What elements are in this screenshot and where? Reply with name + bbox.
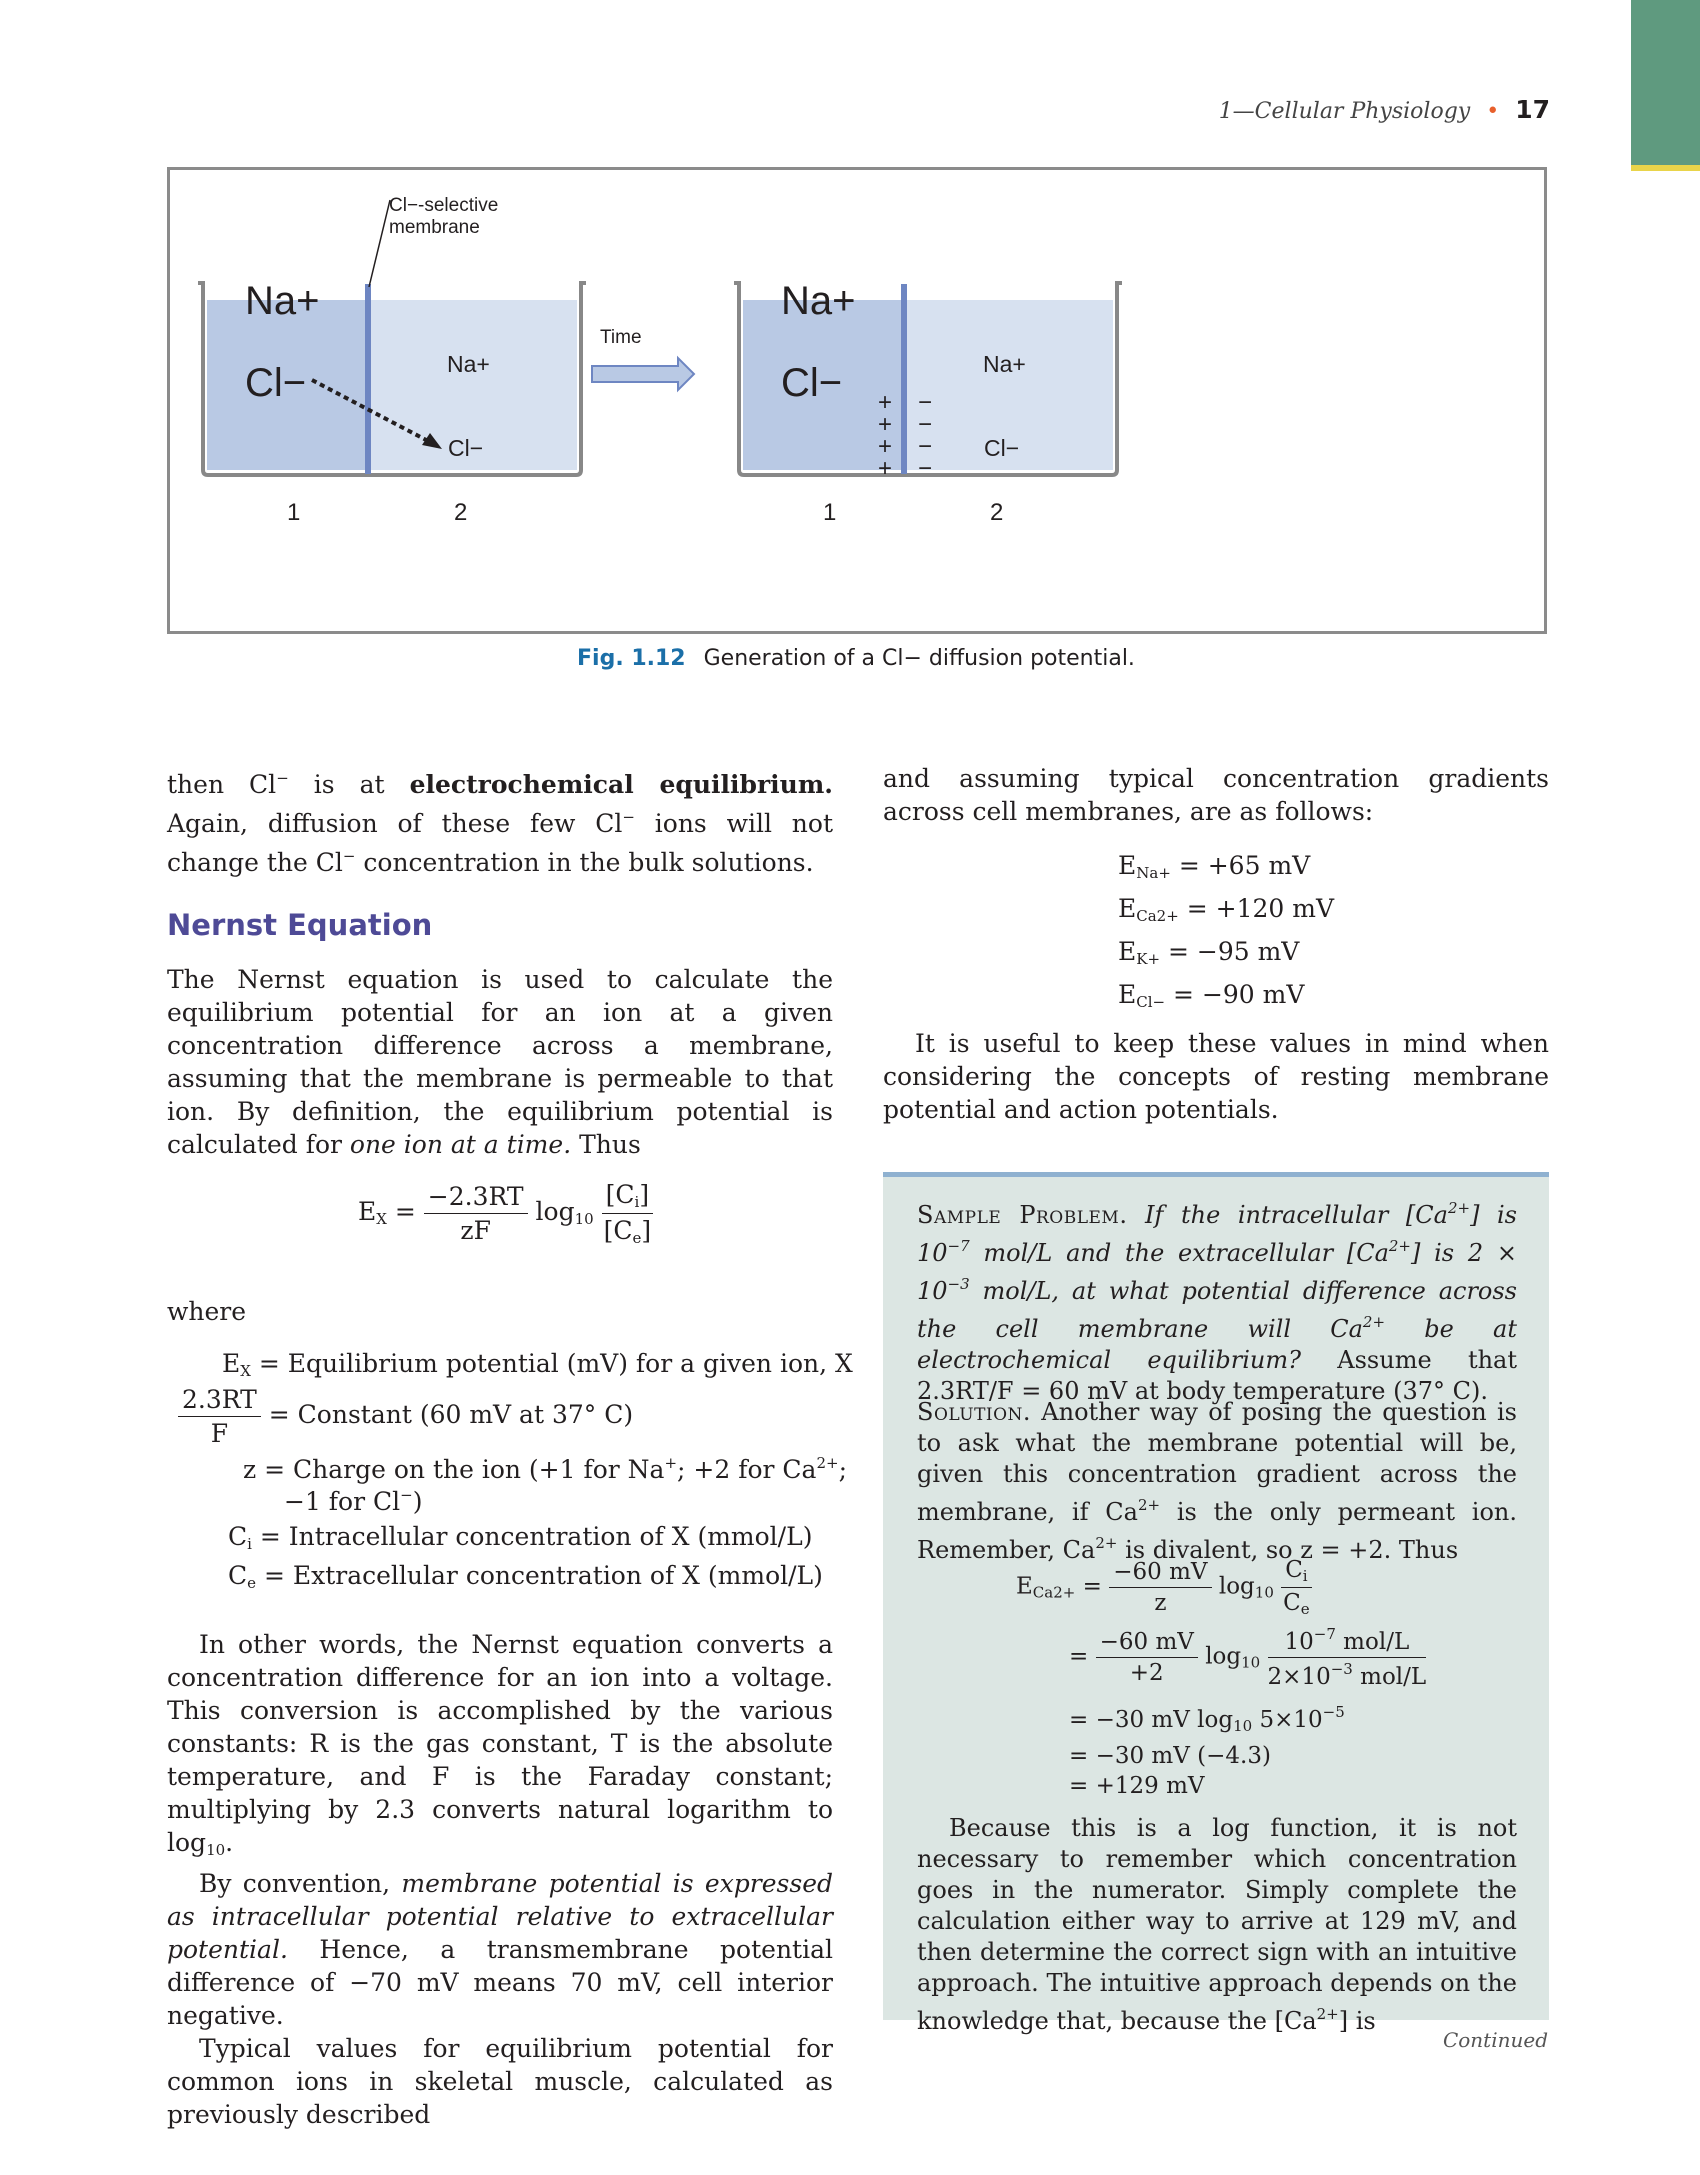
solution-eq-2: = $\frac{-60 mV}{+2}$ $\log_{10}$ $\frac{10^{-7} mol/L}{2\times 10^{-3} mol/L}$ <box>1069 1625 1427 1690</box>
right-na-small: Na+ <box>983 351 1026 377</box>
membrane-pointer-line <box>369 200 390 287</box>
definition-constant: $\frac{2.3RT}{F}$ = Constant (60 mV at 37° C) <box>178 1385 633 1448</box>
minus-charge-2: − <box>918 411 933 438</box>
left-membrane <box>365 284 371 474</box>
plus-charge-2: + <box>878 411 893 438</box>
left-label-2: 2 <box>454 499 468 526</box>
solution-eq-rest <box>1069 1697 1345 1801</box>
solution-eq-3: = −30 mV $\log_{10} 5\times 10^{-5}$ <box>1069 1703 1345 1735</box>
left-para-3: In other words, the Nernst equation converts a concentration difference for an ion into a voltage. This conversion is accomplished by the various constants: R is the gas constant, T is the absolute temperature, and F is the Faraday constant; multiplying by 2.3 converts natural logarithm to $\log_{10}$. By convention, membrane potential is expressed as intracellular potential relative to extracellular potential. Hence, a transmembrane potential difference of −70 mV means 70 mV, cell interior negative. Typical values for equilibrium potential for common ions in skeletal muscle, calculated as previously described <box>167 1630 834 2129</box>
left-na-small: Na+ <box>447 351 490 377</box>
sample-problem: Sample Problem. If the intracellular $[Ca^{2+}]$ is $10^{-7}$ mol/L and the extracellular $[Ca^{2+}]$ is $2 \times 10^{-3}$ mol/L, at what potential difference across the cell membrane will $Ca^{2+}$ be at electrochemical equilibrium? Assume that 2.3RT/F = 60 mV at body temperature (37° C). <box>917 1199 1518 1405</box>
solution-eq-4: = −30 mV (−4.3) <box>1069 1743 1271 1769</box>
right-para-2: It is useful to keep these values in mind when considering the concepts of resting membrane potential and action potentials. <box>883 1029 1549 1124</box>
nernst-equation: $E_X$ = $\frac{-2.3RT}{zF}$ $\log_{10}$ $\frac{[C_i]}{[C_e]}$ <box>358 1180 652 1247</box>
sample-solution: Solution. Another way of posing the question is to ask what the membrane potential will be, given this concentration gradient across the membrane, if $Ca^{2+}$ is the only permeant ion. Remember, $Ca^{2+}$ is divalent, so z = +2. Thus <box>917 1398 1518 1564</box>
bullet-separator: • <box>1486 99 1500 124</box>
running-head <box>1219 95 1550 124</box>
chapter-tab-accent <box>1631 165 1700 171</box>
section-heading: Nernst Equation <box>167 908 433 942</box>
definition-ex: $E_X$ = Equilibrium potential (mV) for a given ion, X <box>222 1349 853 1380</box>
value-k: $E_{K+} = -95$ mV <box>1118 937 1300 968</box>
value-na: $E_{Na+} = +65$ mV <box>1118 851 1311 882</box>
value-ca: $E_{Ca2+} = +120$ mV <box>1118 894 1335 925</box>
solution-eq-5: = +129 mV <box>1069 1773 1205 1799</box>
right-na-big: Na+ <box>781 279 856 323</box>
where-label: where <box>167 1297 247 1326</box>
caption-number: Fig. 1.12 <box>577 646 686 671</box>
definition-z-line2: −1 for Cl−) <box>284 1486 423 1516</box>
minus-charge-1: − <box>918 389 933 416</box>
left-label-1: 1 <box>287 499 301 526</box>
left-cl-big: Cl− <box>245 361 307 405</box>
caption-text: Generation of a Cl− diffusion potential. <box>703 646 1135 671</box>
right-membrane <box>901 284 907 474</box>
right-cl-small: Cl− <box>984 435 1020 461</box>
membrane-label-line1: Cl−-selective <box>389 195 499 216</box>
definition-ce: $C_e$ = Extracellular concentration of X (mmol/L) <box>228 1561 823 1592</box>
left-para-2: The Nernst equation is used to calculate the equilibrium potential for an ion at a given concentration difference across a membrane, assuming that the membrane is permeable to that ion. By definition, the equilibrium potential is calculated for one ion at a time. Thus <box>167 965 833 1159</box>
minus-charge-4: − <box>918 455 933 482</box>
right-cl-big: Cl− <box>781 361 843 405</box>
chapter-tab <box>1631 0 1700 165</box>
sample-final-para: Because this is a log function, it is not necessary to remember which concentration goes in the numerator. Simply complete the calculation either way to arrive at 129 mV, and then determine the correct sign with an intuitive approach. The intuitive approach depends on the knowledge that, because the $[Ca^{2+}]$ is <box>917 1814 1517 2035</box>
chapter-title: 1—Cellular Physiology <box>1218 99 1471 124</box>
right-para-1: and assuming typical concentration gradients across cell membranes, are as follows: <box>883 764 1549 826</box>
left-cl-small: Cl− <box>448 435 484 461</box>
left-para-1: then Cl− is at electrochemical equilibrium. Again, diffusion of these few Cl− ions will not change the Cl− concentration in the bulk solutions. <box>167 769 833 877</box>
definition-ci: $C_i$ = Intracellular concentration of X (mmol/L) <box>228 1522 813 1553</box>
plus-charge-1: + <box>878 389 893 416</box>
sample-problem-box <box>883 1172 1549 2035</box>
figure-frame <box>167 167 1547 634</box>
time-label: Time <box>600 327 642 348</box>
continued-label: Continued <box>1442 2028 1548 2052</box>
minus-charge-3: − <box>918 433 933 460</box>
right-label-1: 1 <box>823 499 837 526</box>
plus-charge-3: + <box>878 433 893 460</box>
definition-z: z = Charge on the ion (+1 for Na+; +2 for $Ca^{2+}$; <box>243 1454 848 1484</box>
value-cl: $E_{Cl-} = -90$ mV <box>1118 980 1305 1011</box>
time-arrow <box>592 358 694 390</box>
left-na-big: Na+ <box>245 279 320 323</box>
membrane-label-line2: membrane <box>389 217 480 238</box>
figure-caption <box>577 646 1135 671</box>
diffusion-figure <box>170 170 1544 631</box>
right-label-2: 2 <box>990 499 1004 526</box>
page-number: 17 <box>1515 95 1550 124</box>
plus-charge-4: + <box>878 455 893 482</box>
solution-eq-1: $E_{Ca2+}$ = $\frac{-60 mV}{z}$ $\log_{10}$ $\frac{C_i}{C_e}$ <box>1016 1557 1310 1618</box>
equilibrium-values <box>1118 848 1334 1020</box>
